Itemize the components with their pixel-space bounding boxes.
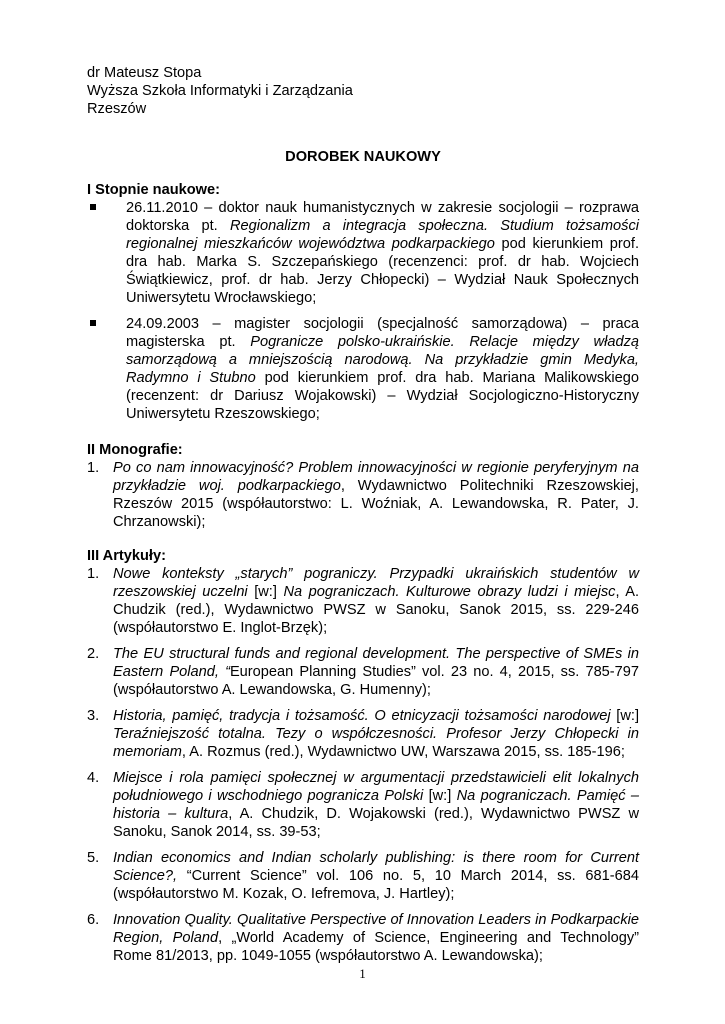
italic-text-segment: Teraźniejszość totalna. Tezy o współczesności. Profesor Jerzy Chłopecki in memoriam xyxy=(113,726,639,760)
text-segment: “Current Science” vol. 106 no. 5, 10 March 2014, ss. 681-684 (współautorstwo M. Kozak, O. Iefremova, J. Hartley); xyxy=(113,868,639,902)
square-bullet-icon xyxy=(90,320,96,326)
monograph-list-item xyxy=(87,459,639,531)
section-articles xyxy=(87,547,639,965)
square-bullet-icon xyxy=(90,204,96,210)
section-monographs xyxy=(87,441,639,531)
text-segment: 26.11.2010 – doktor nauk humanistycznych w zakresie socjologii – rozprawa doktorska pt. xyxy=(126,200,639,234)
italic-text-segment: The EU structural funds and regional development. The perspective of SMEs in Eastern Poland, “ xyxy=(113,646,639,680)
document-page xyxy=(87,64,639,973)
text-segment: [w:] xyxy=(423,788,457,804)
page-number: 1 xyxy=(359,966,366,981)
italic-text-segment: Indian economics and Indian scholarly publishing: is there room for Current Science?, xyxy=(113,850,639,884)
article-list-item xyxy=(87,645,639,699)
italic-text-segment: Pogranicze polsko-ukraińskie. Relacje między władzą samorządową a mniejszością narodową. Na przykładzie gmin Medyka, Radymno i Stubno xyxy=(126,334,639,386)
article-list-item xyxy=(87,911,639,965)
italic-text-segment: Na pograniczach. Kulturowe obrazy ludzi i miejsc xyxy=(283,584,616,600)
article-list-item xyxy=(87,565,639,637)
text-segment: [w:] xyxy=(247,584,284,600)
text-segment: , A. Chudzik (red.), Wydawnictwo PWSZ w Sanoku, Sanok 2015, ss. 229-246 (współautorstwo E. Inglot-Brzęk); xyxy=(113,584,640,636)
italic-text-segment: Regionalizm a integracja społeczna. Studium tożsamości regionalnej mieszkańców województwa podkarpackiego xyxy=(126,218,640,252)
author-name: dr Mateusz Stopa xyxy=(87,65,202,81)
text-segment: [w:] xyxy=(610,708,640,724)
section-heading-monographs: II Monografie: xyxy=(87,442,183,458)
header-block xyxy=(87,64,639,118)
text-segment: European Planning Studies” vol. 23 no. 4, 2015, ss. 785-797 (współautorstwo A. Lewandowska, G. Humenny); xyxy=(113,664,640,698)
list-item-number: 1. xyxy=(87,566,100,582)
degree-list-item xyxy=(87,199,639,307)
article-list-item xyxy=(87,849,639,903)
italic-text-segment: Innovation Quality. Qualitative Perspective of Innovation Leaders in Podkarpackie Region, Poland xyxy=(113,912,639,946)
text-segment: , Wydawnictwo Politechniki Rzeszowskiej, Rzeszów 2015 (współautorstwo: L. Woźniak, A. Lewandowska, R. Pater, J. Chrzanowski); xyxy=(113,478,639,530)
article-list-item xyxy=(87,769,639,841)
text-segment: , A. Chudzik, D. Wojakowski (red.), Wydawnictwo PWSZ w Sanoku, Sanok 2014, ss. 39-53; xyxy=(113,806,639,840)
italic-text-segment: Po co nam innowacyjność? Problem innowacyjności w regionie peryferyjnym na przykładzie woj. podkarpackiego xyxy=(113,460,639,494)
list-item-number: 1. xyxy=(87,460,100,476)
italic-text-segment: Na pograniczach. Pamięć – historia – kultura xyxy=(113,788,639,822)
text-segment: pod kierunkiem prof. dra hab. Marka S. Szczepańskiego (recenzenci: prof. dr hab. Wojciech Świątkiewicz, prof. dr hab. Jerzy Chłopecki) – Wydział Nauk Społecznych Uniwersytetu Wrocławskiego; xyxy=(126,236,639,306)
text-segment: , „World Academy of Science, Engineering and Technology” Rome 81/2013, pp. 1049-1055 (współautorstwo A. Lewandowska); xyxy=(113,930,639,964)
institution-name: Wyższa Szkoła Informatyki i Zarządzania xyxy=(87,83,353,99)
italic-text-segment: Historia, pamięć, tradycja i tożsamość. O etnicyzacji tożsamości narodowej xyxy=(113,708,611,724)
city-name: Rzeszów xyxy=(87,101,147,117)
text-segment: pod kierunkiem prof. dra hab. Mariana Malikowskiego (recenzent: dr Dariusz Wojakowski) – Wydział Socjologiczno-Historyczny Uniwersytetu Rzeszowskiego; xyxy=(126,370,639,422)
document-title: DOROBEK NAUKOWY xyxy=(285,149,441,165)
italic-text-segment: Miejsce i rola pamięci społecznej w argumentacji przedstawicieli elit lokalnych południowego i wschodniego pogranicza Polski xyxy=(113,770,639,804)
section-degrees xyxy=(87,181,639,423)
list-item-number: 4. xyxy=(87,770,100,786)
list-item-number: 2. xyxy=(87,646,100,662)
monographs-list xyxy=(87,459,639,531)
degree-list-item xyxy=(87,315,639,423)
list-item-number: 5. xyxy=(87,850,100,866)
articles-list xyxy=(87,565,639,965)
article-list-item xyxy=(87,707,639,761)
italic-text-segment: Nowe konteksty „starych” pograniczy. Przypadki ukraińskich studentów w rzeszowskiej uczelni xyxy=(113,566,639,600)
section-heading-degrees: I Stopnie naukowe: xyxy=(87,182,220,198)
list-item-number: 3. xyxy=(87,708,100,724)
section-heading-articles: III Artykuły: xyxy=(87,548,166,564)
list-item-number: 6. xyxy=(87,912,100,928)
degrees-list xyxy=(87,199,639,423)
text-segment: 24.09.2003 – magister socjologii (specjalność samorządowa) – praca magisterska pt. xyxy=(126,316,639,350)
text-segment: , A. Rozmus (red.), Wydawnictwo UW, Warszawa 2015, ss. 185-196; xyxy=(181,744,625,760)
